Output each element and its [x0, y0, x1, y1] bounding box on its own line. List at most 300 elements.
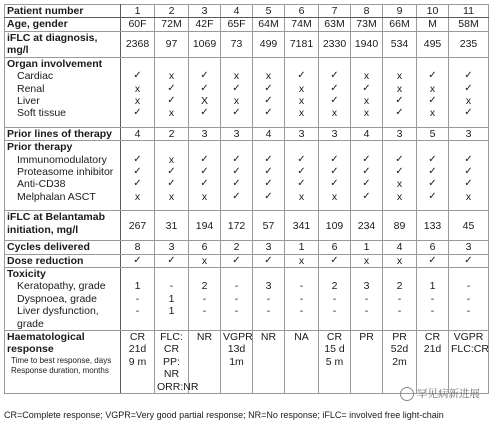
toxicity-value: - [299, 292, 304, 305]
iflc_dx-value: 495 [423, 38, 442, 51]
organ-value: x [134, 82, 141, 95]
organ-value: x [298, 95, 305, 108]
organ-value: ✓ [232, 82, 241, 94]
organ-value: x [265, 70, 272, 83]
spacer [353, 58, 380, 70]
organ-cell [121, 57, 155, 127]
prior_lines-cell [449, 127, 489, 140]
age-cell [417, 18, 449, 31]
prior_therapy-cell [189, 141, 221, 211]
cycles-value: 1 [363, 241, 370, 254]
iflc_bela-cell [221, 211, 253, 241]
iflc_bela-value: 89 [393, 219, 406, 232]
prior_lines-value: 4 [134, 127, 141, 140]
iflc_dx-cell [189, 31, 221, 57]
iflc_dx-row [5, 31, 489, 57]
prior_therapy-cell [285, 141, 319, 211]
prior_therapy-value: ✓ [232, 178, 241, 190]
prior_lines-value: 3 [298, 127, 305, 140]
prior_lines-value: 3 [233, 127, 240, 140]
sub-label: Melphalan ASCT [17, 190, 96, 203]
iflc_bela-cell [417, 211, 449, 241]
cycles-cell [253, 241, 285, 254]
toxicity-value: - [364, 292, 369, 305]
dose_red-cell [351, 254, 383, 267]
row-label-text: Prior lines of therapy [7, 127, 113, 140]
spacer [123, 141, 152, 153]
iflc_bela-cell [383, 211, 417, 241]
prior_therapy-value: ✓ [232, 166, 241, 178]
patient-number: 11 [463, 5, 474, 17]
prior_therapy-cell [449, 141, 489, 211]
prior_therapy-value: ✓ [428, 166, 437, 178]
cycles-value: 1 [298, 241, 305, 254]
organ-value: ✓ [264, 82, 273, 94]
heme-cell [285, 331, 319, 394]
prior_lines-value: 2 [168, 127, 175, 140]
organ-value: ✓ [330, 82, 339, 94]
iflc_bela-value: 57 [262, 219, 275, 232]
toxicity-value: - [299, 305, 304, 318]
toxicity-value: 3 [265, 280, 272, 293]
dose_red-row [5, 254, 489, 267]
patient-number-cell [221, 5, 253, 18]
organ-value: x [298, 82, 305, 95]
dose_red-cell [285, 254, 319, 267]
prior_therapy-cell [351, 141, 383, 211]
heme-value: FLC:CR [451, 343, 489, 356]
organ-value: x [168, 70, 175, 83]
organ-cell [449, 57, 489, 127]
toxicity-value: - [135, 292, 140, 305]
cycles-cell [383, 241, 417, 254]
age-cell [253, 18, 285, 31]
dose_red-value: x [201, 254, 208, 267]
organ-value: ✓ [264, 95, 273, 107]
toxicity-value: - [135, 305, 140, 318]
organ-value: X [200, 95, 208, 108]
cycles-cell [319, 241, 351, 254]
dose_red-value: ✓ [232, 254, 241, 266]
prior_lines-value: 4 [363, 127, 370, 140]
prior_therapy-value: ✓ [167, 166, 176, 178]
heme-value: CR [326, 331, 343, 344]
prior_lines-cell [253, 127, 285, 140]
iflc_dx-value: 235 [459, 38, 478, 51]
organ-value: ✓ [133, 70, 142, 82]
organ-value: ✓ [428, 95, 437, 107]
cycles-value: 3 [265, 241, 272, 254]
toxicity-value: - [466, 280, 471, 293]
iflc_dx-cell [155, 31, 189, 57]
toxicity-value: - [332, 292, 337, 305]
toxicity-value: - [266, 292, 271, 305]
organ-value: ✓ [362, 82, 371, 94]
prior_therapy-cell [383, 141, 417, 211]
heme-cell [319, 331, 351, 394]
cycles-value: 2 [233, 241, 240, 254]
spacer [385, 268, 414, 280]
age-cell [189, 18, 221, 31]
prior_therapy-value: ✓ [264, 153, 273, 165]
spacer [419, 268, 446, 280]
heme-value: 15 d [324, 343, 345, 356]
cycles-value: 8 [134, 241, 141, 254]
toxicity-value: - [202, 292, 207, 305]
age-cell [351, 18, 383, 31]
prior_therapy-value: ✓ [330, 153, 339, 165]
spacer [353, 141, 380, 153]
organ-value: x [396, 70, 403, 83]
prior_therapy-value: x [396, 190, 403, 203]
heme-value: NR [196, 331, 213, 344]
cycles-cell [155, 241, 189, 254]
age-value: 63M [324, 18, 345, 31]
organ-cell [351, 57, 383, 127]
toxicity-value: 3 [363, 280, 370, 293]
spacer [419, 141, 446, 153]
heme-value: CR [424, 331, 441, 344]
spacer [223, 268, 250, 280]
heme-cell [417, 331, 449, 394]
prior_therapy-value: x [201, 190, 208, 203]
prior_therapy-value: ✓ [232, 153, 241, 165]
iflc_bela-value: 267 [128, 219, 147, 232]
row-label [5, 57, 121, 127]
watermark [400, 386, 480, 401]
patient-number: 5 [265, 5, 272, 17]
toxicity-value: - [234, 305, 239, 318]
heme-value: PR [392, 331, 407, 344]
heme-value: PP: NR [163, 355, 180, 381]
heme-value: NA [294, 331, 309, 344]
spacer [255, 58, 282, 70]
iflc_bela-value: 172 [227, 219, 246, 232]
patient-number-cell [285, 5, 319, 18]
prior_therapy-value: ✓ [133, 166, 142, 178]
age-value: 74M [291, 18, 312, 31]
patient-number: 4 [233, 5, 240, 17]
iflc_dx-cell [417, 31, 449, 57]
prior_therapy-value: x [396, 178, 403, 191]
heme-value: VGPR [453, 331, 484, 344]
toxicity-value: 1 [134, 280, 141, 293]
patient-number-cell [319, 5, 351, 18]
heme-value: 2m [392, 355, 407, 368]
dose_red-cell [319, 254, 351, 267]
dose_red-value: ✓ [264, 254, 273, 266]
toxicity-value: - [266, 305, 271, 318]
spacer [385, 141, 414, 153]
row-label-text: iFLC at diagnosis, mg/l [7, 31, 98, 57]
sub-label: Proteasome inhibitor [17, 166, 114, 179]
toxicity-value: 2 [331, 280, 338, 293]
organ-value: x [233, 70, 240, 83]
row-label [5, 31, 121, 57]
dose_red-cell [383, 254, 417, 267]
iflc_bela-value: 45 [462, 219, 475, 232]
toxicity-value: - [234, 292, 239, 305]
heme-cell [221, 331, 253, 394]
cycles-value: 6 [429, 241, 436, 254]
age-value: 60F [128, 18, 147, 31]
spacer [321, 58, 348, 70]
age-value: 66M [389, 18, 410, 31]
sub-label: Anti-CD38 [17, 178, 66, 191]
organ-value: ✓ [330, 70, 339, 82]
spacer [223, 58, 250, 70]
row-label [5, 5, 121, 18]
organ-cell [155, 57, 189, 127]
organ-value: x [363, 70, 370, 83]
spacer [287, 58, 316, 70]
toxicity-cell [221, 268, 253, 331]
age-row [5, 18, 489, 31]
organ-value: x [134, 95, 141, 108]
prior_lines-cell [221, 127, 253, 140]
organ-value: ✓ [464, 82, 473, 94]
toxicity-value: - [332, 305, 337, 318]
prior_therapy-value: ✓ [362, 153, 371, 165]
organ-row [5, 57, 489, 127]
iflc_dx-cell [449, 31, 489, 57]
spacer [353, 268, 380, 280]
prior_lines-value: 5 [429, 127, 436, 140]
spacer [419, 58, 446, 70]
iflc_dx-cell [285, 31, 319, 57]
iflc_bela-cell [319, 211, 351, 241]
row-label-text: Haematological response [7, 331, 85, 356]
dose_red-value: ✓ [167, 254, 176, 266]
toxicity-cell [285, 268, 319, 331]
organ-value: x [363, 107, 370, 120]
prior_therapy-cell [221, 141, 253, 211]
prior_therapy-row [5, 141, 489, 211]
heme-value: 1m [229, 355, 244, 368]
prior_lines-row [5, 127, 489, 140]
cycles-value: 6 [201, 241, 208, 254]
toxicity-cell [155, 268, 189, 331]
prior_therapy-value: ✓ [428, 153, 437, 165]
cycles-value: 4 [396, 241, 403, 254]
sub-label: Response duration, months [11, 365, 109, 375]
iflc_dx-cell [351, 31, 383, 57]
patient-number: 10 [426, 5, 439, 17]
row-label [5, 127, 121, 140]
cycles-row [5, 241, 489, 254]
organ-value: ✓ [330, 95, 339, 107]
spacer [191, 58, 218, 70]
spacer [123, 268, 152, 280]
organ-cell [253, 57, 285, 127]
patient-number-cell [189, 5, 221, 18]
toxicity-value: - [466, 292, 471, 305]
patient-number-cell [417, 5, 449, 18]
prior_therapy-value: ✓ [362, 178, 371, 190]
sub-label: Liver dysfunction, grade [17, 305, 99, 330]
toxicity-value: 1 [429, 280, 436, 293]
patient-number: 2 [168, 5, 175, 17]
organ-value: x [363, 95, 370, 108]
prior_therapy-cell [417, 141, 449, 211]
patient-number-cell [155, 5, 189, 18]
age-cell [319, 18, 351, 31]
toxicity-value: - [234, 280, 239, 293]
cycles-cell [221, 241, 253, 254]
iflc_dx-value: 2368 [125, 38, 150, 51]
organ-value: ✓ [264, 107, 273, 119]
prior_therapy-value: ✓ [362, 190, 371, 202]
prior_therapy-value: ✓ [264, 178, 273, 190]
toxicity-value: 2 [201, 280, 208, 293]
age-cell [285, 18, 319, 31]
dose_red-cell [417, 254, 449, 267]
heme-value: FLC: CR [160, 331, 183, 356]
iflc_dx-value: 73 [230, 38, 243, 51]
heme-value: 21d [423, 343, 442, 356]
prior_lines-value: 3 [396, 127, 403, 140]
heme-cell [449, 331, 489, 394]
patient-number: 8 [363, 5, 370, 17]
organ-value: ✓ [395, 95, 404, 107]
row-label-text: Cycles delivered [7, 241, 90, 254]
iflc_bela-cell [253, 211, 285, 241]
organ-cell [285, 57, 319, 127]
spacer [191, 268, 218, 280]
patient-number-cell [383, 5, 417, 18]
organ-value: x [168, 107, 175, 120]
dose_red-value: x [298, 254, 305, 267]
organ-cell [319, 57, 351, 127]
iflc_dx-value: 2330 [322, 38, 347, 51]
prior_lines-cell [351, 127, 383, 140]
row-label-text: Patient number [7, 5, 84, 17]
age-value: 72M [161, 18, 182, 31]
iflc_bela-cell [189, 211, 221, 241]
age-value: 58M [458, 18, 479, 31]
age-cell [221, 18, 253, 31]
toxicity-value: 1 [168, 292, 175, 305]
patient-number-cell [449, 5, 489, 18]
prior_therapy-value: ✓ [330, 166, 339, 178]
row-label [5, 241, 121, 254]
organ-value: ✓ [395, 107, 404, 119]
prior_therapy-value: ✓ [464, 166, 473, 178]
row-label-text: Age, gender [7, 18, 68, 31]
organ-value: x [396, 82, 403, 95]
patient-number-cell [351, 5, 383, 18]
age-value: M [428, 18, 437, 31]
prior_therapy-value: ✓ [428, 190, 437, 202]
spacer [451, 141, 486, 153]
iflc_dx-value: 499 [259, 38, 278, 51]
spacer [321, 141, 348, 153]
patient-characteristics-table [4, 4, 489, 394]
prior_therapy-value: ✓ [232, 190, 241, 202]
organ-cell [189, 57, 221, 127]
iflc_dx-cell [121, 31, 155, 57]
row-label [5, 18, 121, 31]
sub-label: Liver [17, 95, 40, 108]
prior_lines-cell [383, 127, 417, 140]
patient-number: 7 [331, 5, 338, 17]
heme-value: 13d [227, 343, 246, 356]
toxicity-cell [253, 268, 285, 331]
patient-number: 3 [201, 5, 208, 17]
row-label-text: Toxicity [7, 268, 46, 281]
prior_therapy-value: ✓ [264, 166, 273, 178]
prior_therapy-value: x [331, 190, 338, 203]
sub-label: Keratopathy, grade [17, 280, 106, 293]
prior_lines-cell [319, 127, 351, 140]
prior_lines-value: 3 [201, 127, 208, 140]
patient-number-cell [253, 5, 285, 18]
row-label-text: Organ involvement [7, 57, 103, 70]
iflc_dx-cell [319, 31, 351, 57]
age-cell [449, 18, 489, 31]
cycles-cell [189, 241, 221, 254]
organ-value: ✓ [133, 107, 142, 119]
age-value: 42F [195, 18, 214, 31]
row-label [5, 268, 121, 331]
spacer [321, 268, 348, 280]
toxicity-value: - [430, 305, 435, 318]
prior_therapy-value: ✓ [200, 153, 209, 165]
iflc_dx-cell [383, 31, 417, 57]
prior_therapy-value: ✓ [133, 153, 142, 165]
organ-value: ✓ [232, 107, 241, 119]
row-label [5, 254, 121, 267]
dose_red-value: x [396, 254, 403, 267]
heme-cell [383, 331, 417, 394]
heme-cell [253, 331, 285, 394]
cycles-cell [285, 241, 319, 254]
prior_therapy-value: ✓ [330, 178, 339, 190]
organ-value: ✓ [428, 70, 437, 82]
patient-number: 9 [396, 5, 403, 17]
iflc_dx-value: 97 [165, 38, 178, 51]
sub-label: Dyspnoea, grade [17, 292, 97, 305]
iflc_dx-value: 7181 [289, 38, 314, 51]
heme-value: ORR:NR [157, 380, 199, 393]
organ-cell [417, 57, 449, 127]
organ-value: x [429, 82, 436, 95]
organ-value: ✓ [200, 82, 209, 94]
toxicity-value: - [397, 305, 402, 318]
cycles-cell [449, 241, 489, 254]
spacer [287, 268, 316, 280]
toxicity-value: - [169, 280, 174, 293]
organ-cell [221, 57, 253, 127]
organ-value: ✓ [464, 107, 473, 119]
cycles-cell [417, 241, 449, 254]
prior_lines-cell [417, 127, 449, 140]
organ-value: x [465, 95, 472, 108]
dose_red-value: ✓ [330, 254, 339, 266]
heme-value: PR [359, 331, 374, 344]
prior_therapy-cell [319, 141, 351, 211]
iflc_bela-cell [285, 211, 319, 241]
iflc_bela-value: 341 [292, 219, 311, 232]
toxicity-value: 1 [168, 305, 175, 318]
prior_therapy-value: x [134, 190, 141, 203]
prior_lines-cell [121, 127, 155, 140]
prior_therapy-value: ✓ [464, 178, 473, 190]
spacer [223, 141, 250, 153]
age-value: 65F [227, 18, 246, 31]
row-label [5, 141, 121, 211]
sub-label: Time to best response, days [11, 355, 112, 365]
